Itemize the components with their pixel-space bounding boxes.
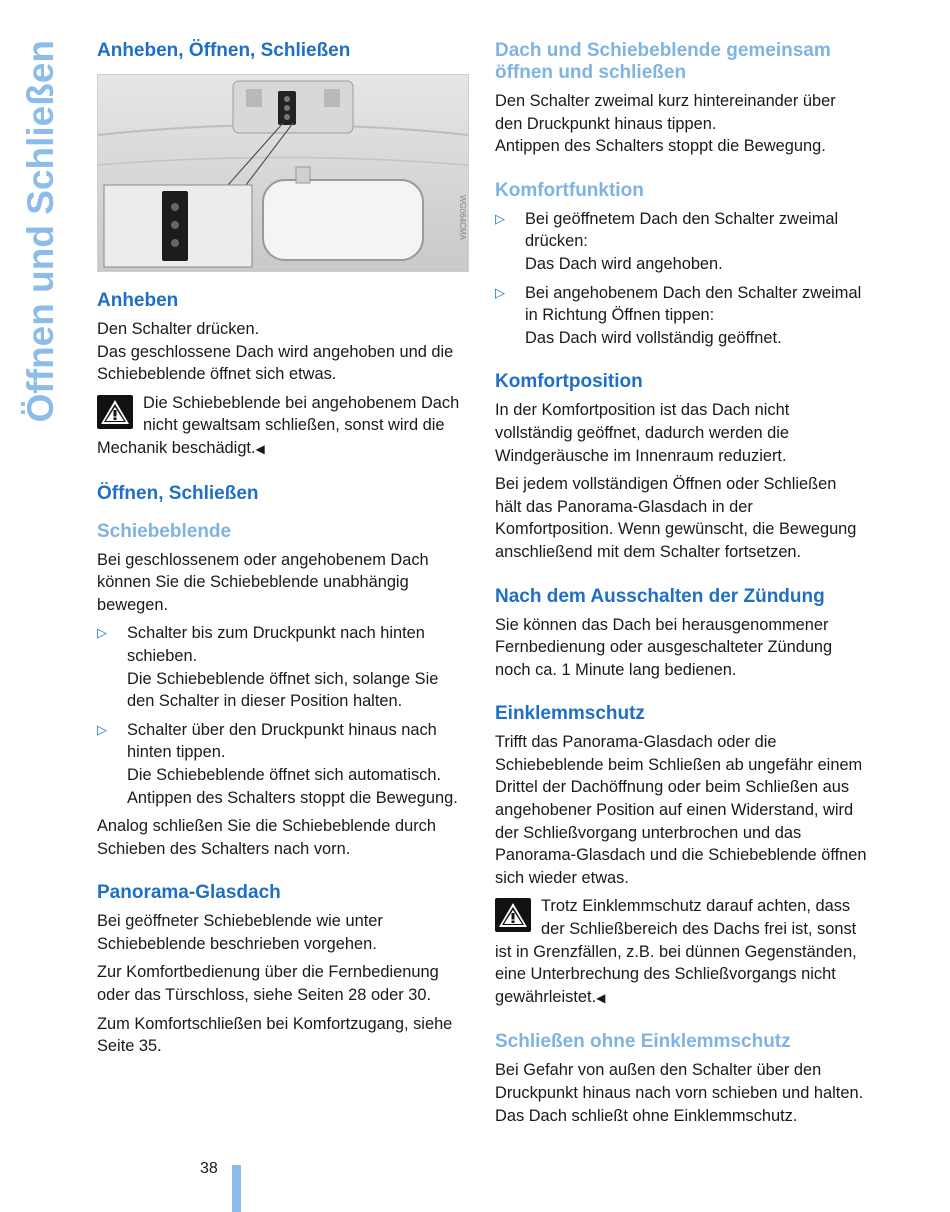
chapter-side-title-text: Öffnen und Schließen [20,40,61,423]
heading-oeffnen-schliessen: Öffnen, Schließen [97,482,259,504]
list-item [97,622,469,712]
warning-text-2: Trotz Einklemmschutz darauf achten, dass der Schließbereich des Dachs frei ist, sonst ist in Grenzfällen, z.B. bei dünnen Gegenständen, eine Unterbrechung des Schließvorgangs nicht gewährleistet. [495,897,857,1006]
anheben-text-1: Den Schalter drücken. [97,320,260,338]
bullet-triangle-icon: ▷ [97,625,107,641]
warning-box-2 [495,895,867,1009]
end-mark-icon: ◀ [255,441,265,456]
page-marker-bar [232,1165,241,1212]
bullet-triangle-icon: ▷ [495,284,505,300]
komfortfunktion-bullet-1-a: Bei geöffnetem Dach den Schalter zweimal drücken: [525,209,839,251]
roof-switch-figure [97,74,469,272]
end-mark-icon: ◀ [596,990,606,1005]
heading-schiebeblende: Schiebeblende [97,520,232,542]
figure-code: WG064CMA [458,195,467,240]
bullet-2-line-a: Schalter über den Druckpunkt hinaus nach hinten tippen. [127,720,437,762]
ohne-einklemmschutz-text-1: Bei Gefahr von außen den Schalter über den Druckpunkt hinaus nach vorn schieben und halten. Das Dach schließt ohne Einklemmschutz. [495,1061,864,1125]
komfortposition-text-1: In der Komfortposition ist das Dach nicht vollständig geöffnet, dadurch werden die Windgeräusche im Innenraum reduziert. [495,401,790,465]
bullet-triangle-icon: ▷ [97,721,107,737]
bullet-2-line-b: Die Schiebeblende öffnet sich automatisch. [127,765,442,784]
list-item [97,719,469,809]
warning-text-1: Die Schiebeblende bei angehobenem Dach nicht gewaltsam schließen, sonst wird die Mechanik beschädigt. [97,393,460,457]
heading-komfortfunktion: Komfortfunktion [495,179,644,201]
list-item [495,282,867,350]
heading-einklemmschutz: Einklemmschutz [495,703,645,725]
panorama-text-3: Zum Komfortschließen bei Komfortzugang, siehe Seite 35. [97,1014,453,1056]
heading-anheben-oeffnen-schliessen: Anheben, Öffnen, Schließen [97,40,351,61]
komfortfunktion-bullet-1-b: Das Dach wird angehoben. [525,254,723,273]
zuendung-text-1: Sie können das Dach bei herausgenommener Fernbedienung oder ausgeschalteter Zündung noch ca. 1 Minute lang bedienen. [495,615,833,679]
right-column [495,40,867,1133]
warning-icon [495,898,531,932]
anheben-text-2: Das geschlossene Dach wird angehoben und die Schiebeblende öffnet sich etwas. [97,342,454,384]
bullet-1-line-b: Die Schiebeblende öffnet sich, solange Sie den Schalter in dieser Position halten. [127,669,439,711]
page-number: 38 [200,1160,218,1177]
panorama-text-2: Zur Komfortbedienung über die Fernbedienung oder das Türschloss, siehe Seiten 28 oder 30. [97,963,439,1005]
roof-switch-photo-icon [98,75,468,271]
heading-schliessen-ohne-einklemmschutz: Schließen ohne Einklemmschutz [495,1031,791,1053]
komfortfunktion-bullet-2-a: Bei angehobenem Dach den Schalter zweimal in Richtung Öffnen tippen: [525,283,862,325]
schiebeblende-text-1: Bei geschlossenem oder angehobenem Dach können Sie die Schiebeblende unabhängig bewegen. [97,550,429,614]
heading-panorama-glasdach: Panorama-Glasdach [97,882,281,904]
heading-nach-ausschalten-zuendung: Nach dem Ausschalten der Zündung [495,585,825,607]
komfortfunktion-bullet-2-b: Das Dach wird vollständig geöffnet. [525,328,782,347]
schiebeblende-text-2: Analog schließen Sie die Schiebeblende durch Schieben des Schalters nach vorn. [97,817,436,858]
bullet-2-line-c: Antippen des Schalters stoppt die Bewegung. [127,788,458,807]
heading-anheben: Anheben [97,290,179,311]
chapter-side-title [18,40,64,440]
warning-icon [97,395,133,429]
heading-komfortposition: Komfortposition [495,371,643,393]
bullet-triangle-icon: ▷ [495,210,505,226]
einklemmschutz-text-1: Trifft das Panorama-Glasdach oder die Schiebeblende beim Schließen ab ungefähr einem Drittel der Dachöffnung oder beim Schließen aus angehobener Position auf einen Widerstand, wird der Schließvorgang unterbrochen und das Panorama-Glasdach und die Schiebeblende öffnen sich wieder etwas. [495,733,867,887]
warning-box-1 [97,392,469,461]
heading-dach-und-schiebeblende: Dach und Schiebeblende gemeinsam öffnen und schließen [495,40,831,83]
bullet-1-line-a: Schalter bis zum Druckpunkt nach hinten schieben. [127,624,425,665]
left-column [97,40,469,1064]
komfortposition-text-2: Bei jedem vollständigen Öffnen oder Schließen hält das Panorama-Glasdach in der Komfortposition. Wenn gewünscht, die Bewegung anschließend mit dem Schalter fortsetzen. [495,475,857,561]
dach-text-2: Antippen des Schalters stoppt die Bewegung. [495,137,826,156]
list-item [495,208,867,276]
panorama-text-1: Bei geöffneter Schiebeblende wie unter Schiebeblende beschrieben vorgehen. [97,912,383,953]
dach-text-1: Den Schalter zweimal kurz hintereinander über den Druckpunkt hinaus tippen. [495,92,836,133]
